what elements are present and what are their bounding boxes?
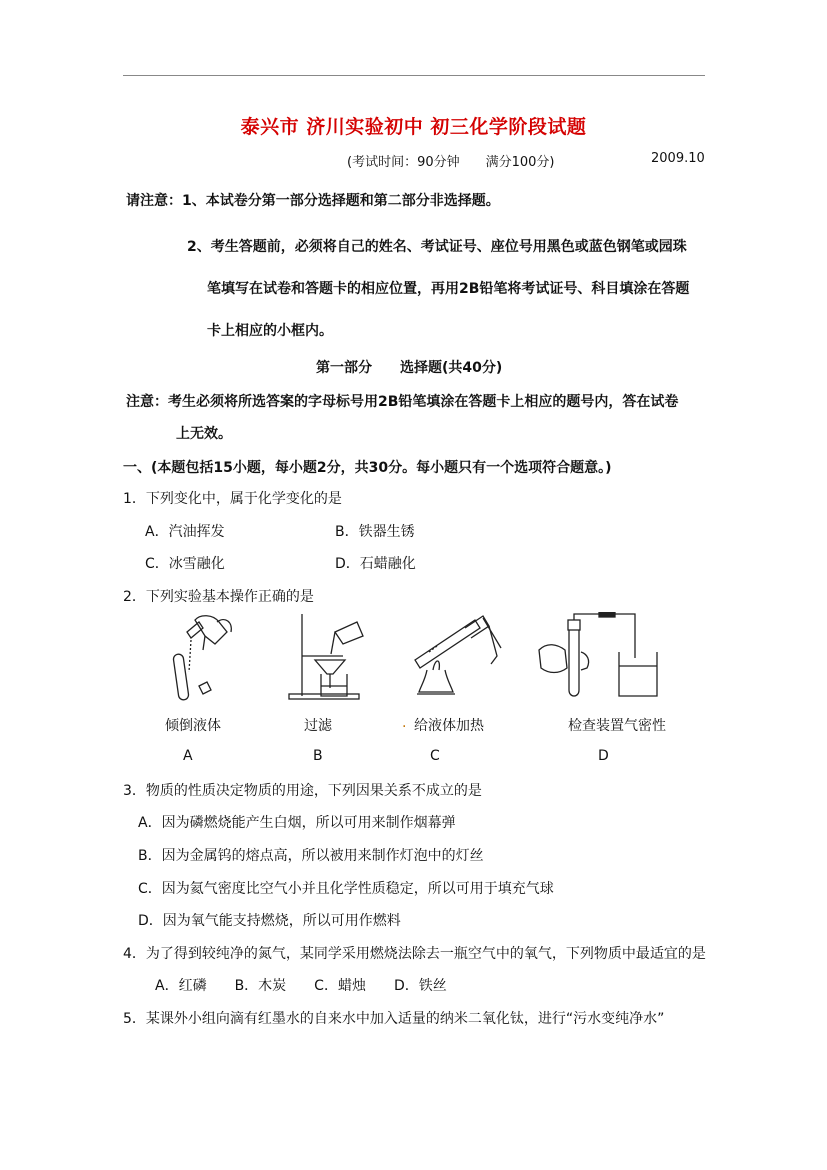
question-1-option-b: B．铁器生锈	[335, 524, 415, 540]
figure-c-mark: .	[402, 715, 407, 731]
figure-d-letter: D	[598, 748, 609, 764]
figure-a-caption: 倾倒液体	[165, 718, 221, 734]
question-3-option-c: C．因为氦气密度比空气小并且化学性质稳定，所以可用于填充气球	[138, 881, 554, 897]
figure-c-caption: 给液体加热	[414, 718, 484, 734]
part1-note-line-2: 上无效。	[176, 426, 232, 442]
question-4-stem: 4．为了得到较纯净的氮气，某同学采用燃烧法除去一瓶空气中的氧气，下列物质中最适宜的是	[123, 946, 706, 962]
figure-pouring-liquid	[155, 610, 245, 705]
part1-heading: 第一部分 选择题(共40分)	[316, 360, 503, 376]
question-1-option-c: C．冰雪融化	[145, 556, 225, 572]
section-heading: 一、(本题包括15小题，每小题2分，共30分。每小题只有一个选项符合题意。)	[123, 460, 612, 476]
notice-line-1: 请注意：1、本试卷分第一部分选择题和第二部分非选择题。	[126, 193, 500, 209]
figure-d-caption: 检查装置气密性	[568, 718, 666, 734]
question-2-stem: 2．下列实验基本操作正确的是	[123, 589, 314, 605]
figure-b-caption: 过滤	[304, 718, 332, 734]
figure-b-letter: B	[313, 748, 323, 764]
exam-info: (考试时间：90分钟 满分100分)	[347, 155, 555, 170]
question-3-option-b: B．因为金属钨的熔点高，所以被用来制作灯泡中的灯丝	[138, 848, 484, 864]
figure-c-letter: C	[430, 748, 440, 764]
question-3-option-d: D．因为氧气能支持燃烧，所以可用作燃料	[138, 913, 401, 929]
exam-date: 2009.10	[651, 151, 705, 166]
notice-line-2: 2、考生答题前，必须将自己的姓名、考试证号、座位号用黑色或蓝色钢笔或园珠	[187, 239, 687, 255]
question-1-stem: 1．下列变化中，属于化学变化的是	[123, 491, 342, 507]
figure-airtightness-check	[535, 612, 665, 702]
figure-filtration	[285, 608, 375, 703]
question-3-stem: 3．物质的性质决定物质的用途，下列因果关系不成立的是	[123, 783, 482, 799]
question-1-option-a: A．汽油挥发	[145, 524, 225, 540]
figure-a-letter: A	[183, 748, 193, 764]
part1-note-line-1: 注意：考生必须将所选答案的字母标号用2B铅笔填涂在答题卡上相应的题号内，答在试卷	[126, 394, 679, 410]
exam-title: 泰兴市 济川实验初中 初三化学阶段试题	[240, 116, 587, 138]
notice-line-4: 卡上相应的小框内。	[207, 323, 333, 339]
notice-line-3: 笔填写在试卷和答题卡的相应位置，再用2B铅笔将考试证号、科目填涂在答题	[207, 281, 690, 297]
figure-heating-liquid	[405, 608, 515, 703]
header-rule	[123, 75, 705, 76]
question-4-options: A．红磷 B．木炭 C．蜡烛 D．铁丝	[155, 978, 447, 994]
question-5-stem: 5．某课外小组向滴有红墨水的自来水中加入适量的纳米二氧化钛，进行“污水变纯净水”	[123, 1011, 665, 1027]
question-1-option-d: D．石蜡融化	[335, 556, 416, 572]
question-3-option-a: A．因为磷燃烧能产生白烟，所以可用来制作烟幕弹	[138, 815, 456, 831]
